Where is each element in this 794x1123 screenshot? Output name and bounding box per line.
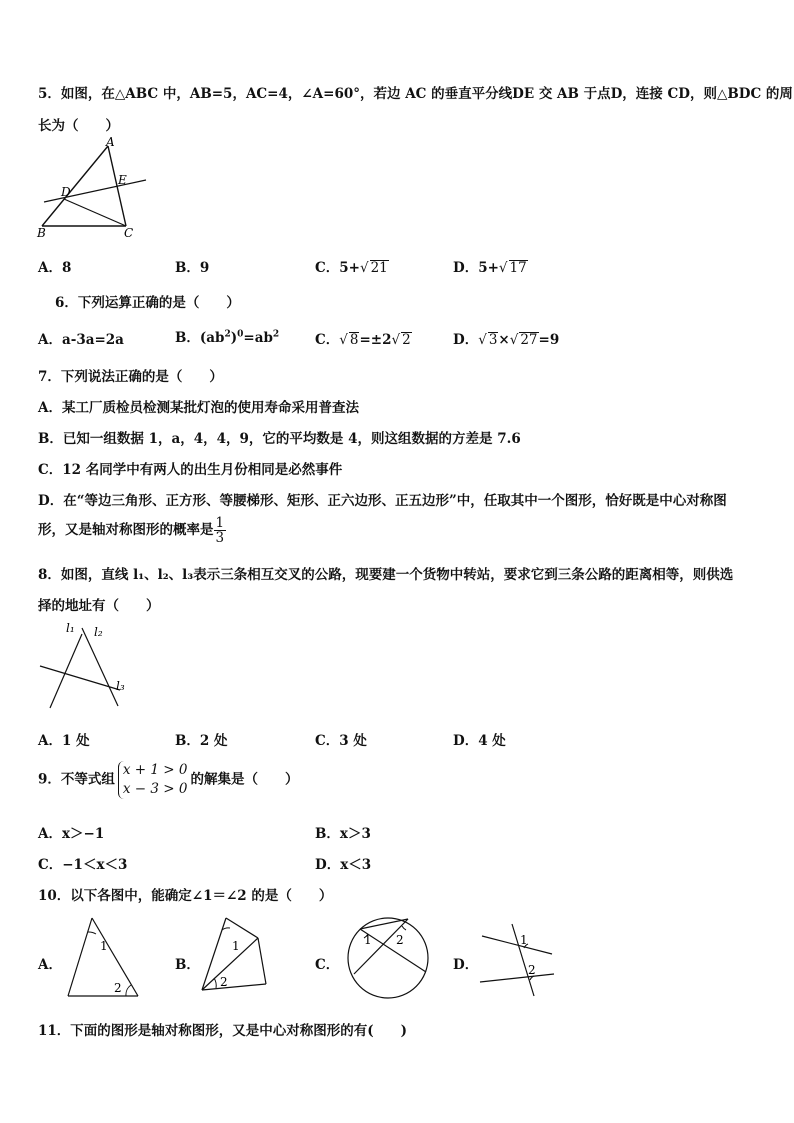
q10b-angle-1: 1 [232,939,240,953]
q8-option-c: C．3 处 [315,733,367,749]
q10-option-b-label: B． [175,957,200,973]
q5-label-e: E [118,173,127,187]
q9-stem: 9．不等式组 x + 1 > 0 x − 3 > 0 的解集是（ ） [38,762,299,797]
q8-label-l1: l₁ [66,621,75,635]
q8-stem-line2: 择的地址有（ ） [38,598,160,614]
q11-stem: 11．下面的图形是轴对称图形，又是中心对称图形的有( ) [38,1023,408,1039]
q6-option-c: C．√ 8=±2√ 2 [315,332,411,348]
q10c-angle-1: 1 [364,933,372,947]
q10c-angle-2: 2 [396,933,404,947]
q9-option-d: D．x＜3 [315,857,372,873]
q10-option-a-label: A． [38,957,62,973]
q8-stem-line1: 8．如图，直线 l₁、l₂、l₃表示三条相互交叉的公路，现要建一个货物中转站，要求它到三条公路的距离相等，则供选 [38,567,734,583]
q5-stem-line1: 5．如图，在△ABC 中，AB=5，AC=4，∠A=60°，若边 AC 的垂直平分线DE 交 AB 于点D，连接 CD，则△BDC 的周 [38,86,793,102]
q10-figure-c [344,914,436,1006]
q5-option-c: C．5+√ 21 [315,260,388,276]
q9-option-c: C．−1＜x＜3 [38,857,128,873]
q5-label-d: D [61,185,71,199]
q9-inequality-system: x + 1 > 0 x − 3 > 0 [118,761,188,799]
q10-stem: 10．以下各图中，能确定∠1＝∠2 的是（ ） [38,888,333,904]
q10d-angle-2: 2 [528,963,536,977]
q8-option-a: A．1 处 [38,733,90,749]
q8-label-l2: l₂ [94,625,103,639]
q7-option-c: C．12 名同学中有两人的出生月份相同是必然事件 [38,462,343,478]
q5-triangle-figure [34,136,154,244]
q9-option-a: A．x＞−1 [38,826,105,842]
q7-option-d-line1: D．在“等边三角形、正方形、等腰梯形、矩形、正六边形、正五边形”中，任取其中一个图形，恰好既是中心对称图 [38,493,727,509]
q10d-angle-1: 1 [520,933,528,947]
q5-label-a: A [106,136,115,149]
q5-stem-line2: 长为（ ） [38,118,119,134]
q6-option-d: D．√ 3×√ 27=9 [453,332,560,348]
q10a-angle-1: 1 [100,939,108,953]
q10b-angle-2: 2 [220,975,228,989]
q6-option-b: B．$(ab^2)^0=ab^2$ [175,329,280,346]
q7-option-a: A．某工厂质检员检测某批灯泡的使用寿命采用普查法 [38,400,359,416]
q5-option-d: D．5+√ 17 [453,260,527,276]
q10-figure-b [198,912,274,994]
q8-label-l3: l₃ [116,679,125,693]
q5-option-b: B．9 [175,260,210,276]
q7-stem: 7．下列说法正确的是（ ） [38,369,223,385]
q8-option-d: D．4 处 [453,733,506,749]
q8-option-b: B．2 处 [175,733,228,749]
q7-option-b: B．已知一组数据 1，a，4，4，9，它的平均数是 4，则这组数据的方差是 7.6 [38,431,521,447]
q10-option-d-label: D． [453,957,479,973]
q7-fraction: $\frac{1}{3}$ [215,515,225,547]
q7-option-d-line2: 形，又是轴对称图形的概率是 $\frac{1}{3}$ [38,515,225,547]
q10-option-c-label: C． [315,957,340,973]
q10a-angle-2: 2 [114,981,122,995]
q6-stem: 6．下列运算正确的是（ ） [55,295,240,311]
q8-lines-figure [36,620,136,712]
q10-figure-a [62,912,144,1000]
q6-option-a: A．a-3a=2a [38,332,124,348]
q9-option-b: B．x＞3 [315,826,371,842]
q5-option-a: A．8 [38,260,72,276]
q5-label-c: C [124,226,134,240]
q10-figure-d [478,922,558,998]
q5-label-b: B [37,226,46,240]
